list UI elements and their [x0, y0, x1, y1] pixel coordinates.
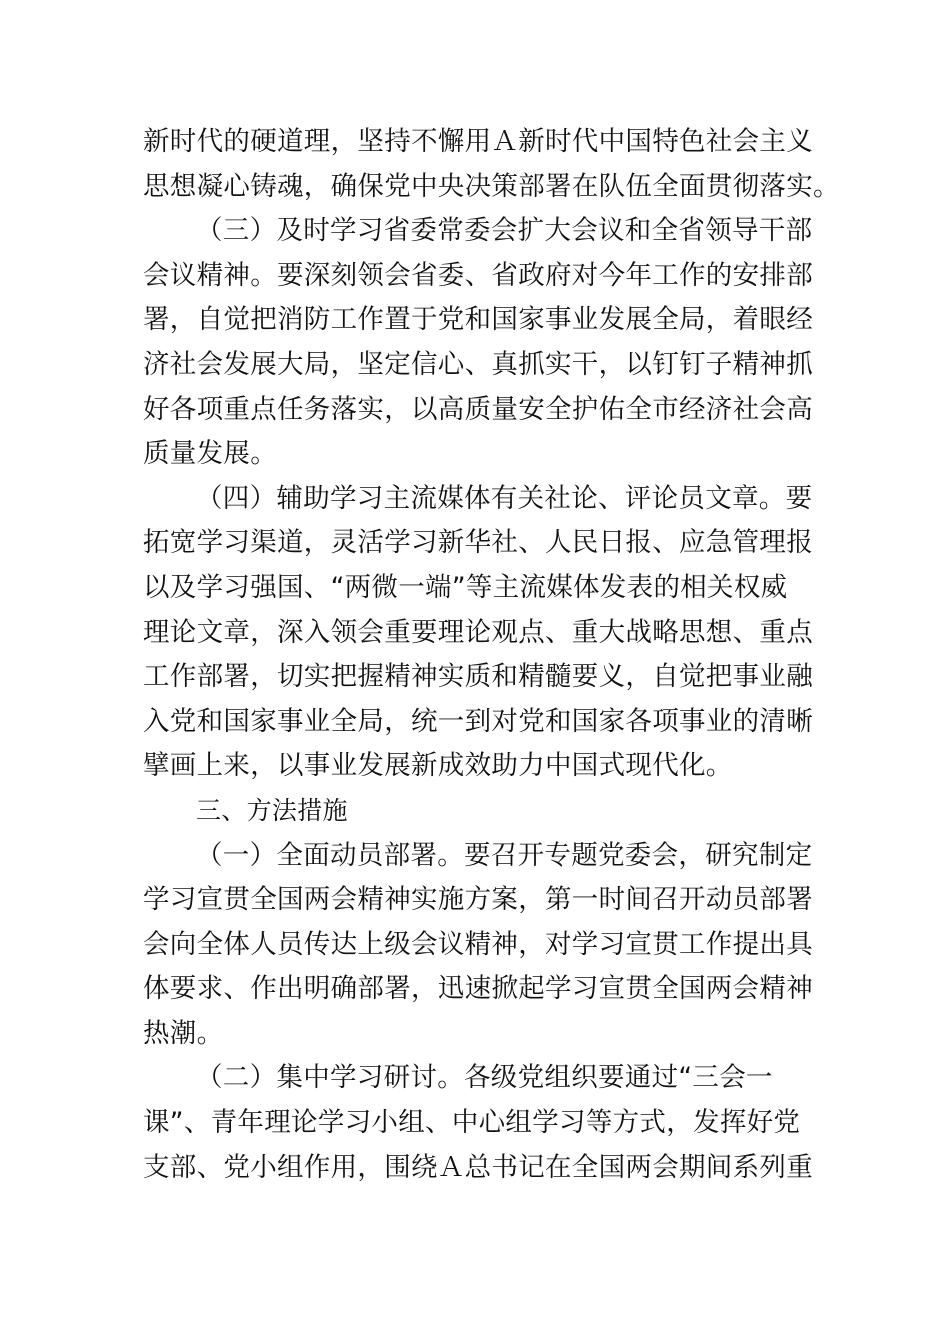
text-line: 入党和国家事业全局，统一到对党和国家各项事业的清晰 — [143, 705, 813, 737]
text-line: 课”、青年理论学习小组、中心组学习等方式，发挥好党 — [143, 1107, 801, 1139]
text-line: （四）辅助学习主流媒体有关社论、评论员文章。要 — [196, 482, 813, 514]
text-line: 署，自觉把消防工作置于党和国家事业发展全局，着眼经 — [143, 304, 813, 336]
text-line: 新时代的硬道理，坚持不懈用Ａ新时代中国特色社会主义 — [143, 126, 813, 157]
text-line: （二）集中学习研讨。各级党组织要通过“三会一 — [196, 1062, 773, 1094]
text-line: 拓宽学习渠道，灵活学习新华社、人民日报、应急管理报 — [143, 527, 813, 559]
text-line: 质量发展。 — [143, 438, 277, 470]
document-body — [143, 120, 840, 1190]
text-line: 会向全体人员传达上级会议精神，对学习宣贯工作提出具 — [143, 928, 813, 960]
section-heading: 三、方法措施 — [196, 795, 348, 825]
text-line: 好各项重点任务落实，以高质量安全护佑全市经济社会高 — [143, 393, 813, 425]
text-line: 会议精神。要深刻领会省委、省政府对今年工作的安排部 — [143, 259, 813, 291]
text-line: 热潮。 — [143, 1017, 224, 1049]
text-line: （一）全面动员部署。要召开专题党委会，研究制定 — [196, 839, 813, 871]
text-line: 思想凝心铸魂，确保党中央决策部署在队伍全面贯彻落实。 — [143, 170, 840, 202]
text-line: 学习宣贯全国两会精神实施方案，第一时间召开动员部署 — [143, 884, 813, 916]
text-line: 擘画上来，以事业发展新成效助力中国式现代化。 — [143, 750, 733, 782]
text-line: （三）及时学习省委常委会扩大会议和全省领导干部 — [196, 215, 813, 247]
text-line: 支部、党小组作用，围绕Ａ总书记在全国两会期间系列重 — [143, 1151, 813, 1183]
text-line: 体要求、作出明确部署，迅速掀起学习宣贯全国两会精神 — [143, 973, 813, 1005]
text-line: 工作部署，切实把握精神实质和精髓要义，自觉把事业融 — [143, 661, 813, 693]
text-line: 济社会发展大局，坚定信心、真抓实干，以钉钉子精神抓 — [143, 348, 813, 380]
text-line: 以及学习强国、“两微一端”等主流媒体发表的相关权威 — [143, 571, 788, 603]
text-line: 理论文章，深入领会重要理论观点、重大战略思想、重点 — [143, 616, 813, 648]
